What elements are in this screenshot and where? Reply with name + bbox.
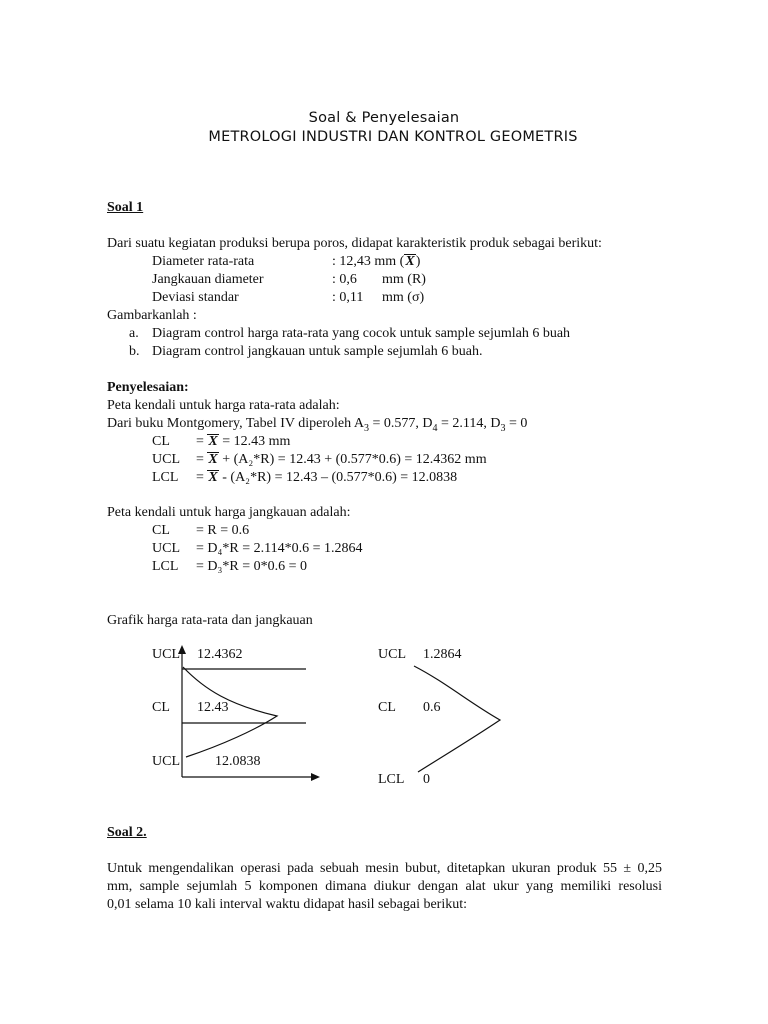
document-title: Soal & Penyelesaian (308, 110, 460, 126)
range-ucl-value: 1.2864 (423, 647, 462, 662)
x-bar-symbol: X (208, 470, 218, 485)
range-line-formula: = D₃*R = 0*0.6 = 0 (196, 559, 308, 574)
x-bar-symbol: X (208, 452, 218, 467)
property-label: Jangkauan diameter (152, 272, 264, 287)
mean-ucl-label: UCL (152, 647, 180, 662)
mean-line-label: UCL (152, 452, 180, 467)
task-marker: a. (129, 326, 139, 341)
property-unit: mm (R) (382, 272, 426, 287)
property-value: : 0,11 (332, 290, 364, 305)
property-label: Diameter rata-rata (152, 254, 255, 269)
range-line-label: LCL (152, 559, 179, 574)
task-text: Diagram control harga rata-rata yang cocok untuk sample sejumlah 6 buah (152, 326, 571, 341)
range-lcl-label: LCL (378, 772, 405, 787)
property-unit: mm (σ) (382, 290, 425, 305)
mean-lcl-label: UCL (152, 754, 180, 769)
soal2-paragraph-line: Untuk mengendalikan operasi pada sebuah mesin bubut, ditetapkan ukuran produk 55 ± 0,25 (107, 861, 662, 876)
mean-ucl-value: 12.4362 (197, 647, 243, 662)
property-label: Deviasi standar (152, 290, 239, 305)
mean-chart-intro: Peta kendali untuk harga rata-rata adalah: (107, 398, 340, 413)
range-cl-value: 0.6 (423, 700, 441, 715)
property-value: : 0,6 (332, 272, 357, 287)
range-distribution-curve (414, 666, 500, 772)
constants-line: Dari buku Montgomery, Tabel IV diperoleh $A_3 = 0.577$, $D_4 = 2.114$, $D_3 = 0$ (107, 416, 528, 434)
range-cl-label: CL (378, 700, 396, 715)
task-marker: b. (129, 344, 140, 359)
mean-line-formula: = X = 12.43 mm (196, 434, 291, 449)
x-bar-symbol: X (405, 254, 415, 269)
x-bar-symbol: X (208, 434, 218, 449)
mean-line-label: CL (152, 434, 170, 449)
mean-cl-value: 12.43 (197, 700, 229, 715)
mean-lcl-value: 12.0838 (215, 754, 261, 769)
range-lcl-value: 0 (423, 772, 430, 787)
soal1-heading: Soal 1 (107, 200, 144, 215)
task-label: Gambarkanlah : (107, 308, 197, 323)
soal2-heading: Soal 2. (107, 825, 147, 840)
soal1-intro: Dari suatu kegiatan produksi berupa poros, didapat karakteristik produk sebagai berikut: (107, 236, 602, 251)
range-line-label: CL (152, 523, 170, 538)
task-text: Diagram control jangkauan untuk sample sejumlah 6 buah. (152, 344, 483, 359)
range-line-formula: = R = 0.6 (196, 523, 250, 538)
x-axis-arrowhead (311, 773, 320, 781)
range-ucl-label: UCL (378, 647, 406, 662)
mean-line-formula: = X - (A₂*R) = 12.43 – (0.577*0.6) = 12.0838 (196, 470, 458, 485)
mean-line-formula: = X + (A₂*R) = 12.43 + (0.577*0.6) = 12.4362 mm (196, 452, 487, 467)
document-subtitle: METROLOGI INDUSTRI DAN KONTROL GEOMETRIS (208, 129, 578, 145)
range-line-label: UCL (152, 541, 180, 556)
soal2-paragraph-line: 0,01 selama 10 kali interval waktu didapat hasil sebagai berikut: (107, 897, 468, 912)
mean-line-label: LCL (152, 470, 179, 485)
soal2-paragraph-line: mm, sample sejumlah 5 komponen dimana diukur dengan alat ukur yang memiliki resolusi (107, 879, 662, 894)
range-chart-intro: Peta kendali untuk harga jangkauan adalah: (107, 505, 351, 520)
range-line-formula: = D₄*R = 2.114*0.6 = 1.2864 (196, 541, 363, 556)
graph-caption: Grafik harga rata-rata dan jangkauan (107, 613, 313, 628)
mean-cl-label: CL (152, 700, 170, 715)
range-control-chart (414, 666, 500, 772)
solution-heading: Penyelesaian: (107, 380, 189, 395)
property-value: : 12,43 mm (X) (332, 254, 421, 269)
